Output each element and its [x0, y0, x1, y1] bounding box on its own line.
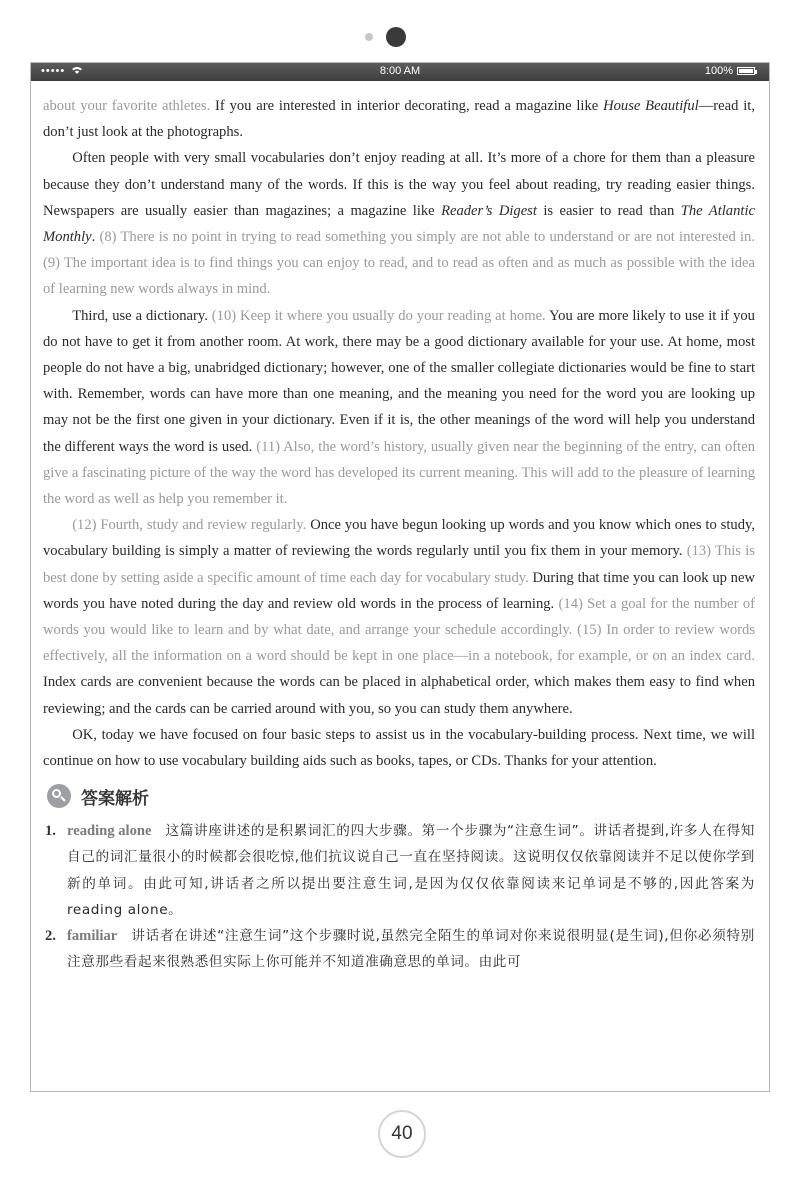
transcript-body	[43, 93, 755, 774]
sentence: Third, use a dictionary.	[72, 307, 212, 324]
answer-item	[43, 818, 755, 923]
sentence: —read it, don’t just look at the photographs.	[43, 98, 755, 141]
sentence: Index cards are convenient because the words can be placed in alphabetical order, which makes them easy to find when reviewing; and the cards can be carried around with you, so you can study them anywhere.	[43, 674, 755, 717]
magnifier-icon	[47, 784, 71, 808]
publication-title: House Beautiful	[603, 98, 699, 114]
answer-section-title: 答案解析	[81, 788, 149, 809]
highlighted-sentence: (12) Fourth, study and review regularly.	[72, 517, 311, 534]
answer-key: familiar	[67, 928, 118, 945]
page-dot-active[interactable]	[386, 27, 406, 47]
answer-item	[43, 923, 755, 975]
tablet-frame	[30, 62, 770, 1092]
paragraph	[43, 303, 755, 513]
page-number[interactable]: 40	[378, 1110, 426, 1158]
answer-number: 2.	[45, 928, 56, 945]
answer-key: reading alone	[67, 823, 152, 840]
highlighted-sentence: (13) This is best done by setting aside a specific amount of time each day for vocabulary study.	[43, 543, 755, 586]
answer-number: 1.	[45, 823, 56, 840]
highlighted-sentence: (14) Set a goal for the number of words you would like to learn and by what date, and arrange your schedule accordingly. (15) In order to review words effectively, all the information on a word should be kept in one place—in a notebook, for example, or on an index card.	[43, 595, 756, 665]
answer-list	[43, 818, 755, 975]
battery-icon	[737, 67, 755, 75]
highlighted-sentence: (8) There is no point in trying to read something you simply are not able to understand or are not interested in. (9) The important idea is to find things you can enjoy to read, and to read as often and as much as possible with the idea of learning new words always in mind.	[43, 229, 755, 298]
paragraph	[43, 512, 755, 722]
paragraph	[43, 93, 755, 145]
sentence: is easier to read than	[536, 202, 681, 219]
highlighted-sentence: about your favorite athletes.	[43, 98, 216, 114]
answer-section-header	[43, 780, 755, 812]
publication-title: Reader’s Digest	[441, 202, 537, 219]
highlighted-sentence: (11) Also, the word’s history, usually given near the beginning of the entry, can often give a fascinating picture of the way the word has developed its current meaning. This will add to the pleasure of learning the word as well as help you remember it.	[43, 438, 755, 508]
sentence: If you are interested in interior decorating, read a magazine like	[215, 98, 604, 114]
clock: 8:00 AM	[379, 65, 421, 77]
publication-title: The Atlantic Monthly	[43, 202, 755, 246]
answer-explanation: 讲话者在讲述“注意生词”这个步骤时说,虽然完全陌生的单词对你来说很明显(是生词),但你必须特别注意那些看起来很熟悉但实际上你可能并不知道准确意思的单词。由此可	[67, 928, 755, 971]
sentence: OK, today we have focused on four basic steps to assist us in the vocabulary-building process. Next time, we will continue on how to use vocabulary building aids such as books, tapes, or CDs. Thanks for your attention.	[43, 726, 755, 770]
battery-percent: 100%	[704, 65, 733, 77]
page-indicator	[0, 26, 800, 50]
sentence: Once you have begun looking up words and you know which ones to study, vocabulary building is simply a matter of reviewing the words regularly until you fix them in your memory.	[43, 517, 755, 560]
signal-dots: •••••	[41, 65, 66, 77]
sentence: You are more likely to use it if you do not have to get it from another room. At work, there may be a good dictionary available for your use. At home, most people do not have a big, unabridged dictionary; however, one of the smaller collegiate dictionaries would be fine to start with. Remember, words can have more than one meaning, and the meaning you need for the word you are looking up may not be the first one given in your dictionary. Even if it is, the other meanings of the word will help you understand the different ways the word is used.	[43, 307, 755, 455]
paragraph	[43, 722, 755, 774]
sentence: .	[91, 229, 100, 246]
page-dot-inactive[interactable]	[365, 33, 373, 41]
battery-status	[705, 65, 755, 77]
status-bar	[31, 63, 769, 81]
sentence: Often people with very small vocabularies don’t enjoy reading at all. It’s more of a chore for them than a pleasure because they don’t understand many of the words. If this is the way you feel about reading, try reading easier things. Newspapers are usually easier than magazines; a magazine like	[43, 150, 755, 219]
sentence: During that time you can look up new words you have noted during the day and review old words in the process of learning.	[43, 569, 755, 612]
reading-content	[43, 93, 755, 976]
paragraph	[43, 145, 755, 302]
highlighted-sentence: (10) Keep it where you usually do your reading at home.	[211, 307, 550, 324]
answer-explanation: 这篇讲座讲述的是积累词汇的四大步骤。第一个步骤为“注意生词”。讲话者提到,许多人在得知自己的词汇量很小的时候都会很吃惊,他们抗议说自己一直在坚持阅读。这说明仅仅依靠阅读并不足以使你学到新的单词。由此可知,讲话者之所以提出要注意生词,是因为仅仅依靠阅读来记单词是不够的,因此答案为 reading alone。	[67, 823, 755, 918]
